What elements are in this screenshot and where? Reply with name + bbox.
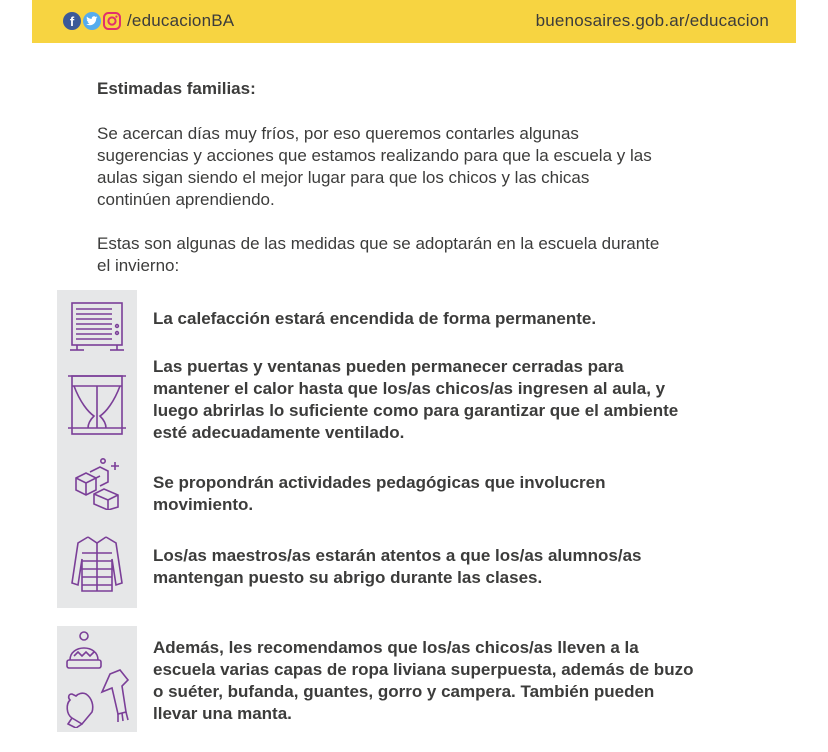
- jacket-icon: [66, 533, 128, 597]
- winter-clothes-icon: [62, 630, 134, 728]
- twitter-icon[interactable]: [83, 12, 101, 30]
- blocks-icon: [70, 456, 126, 510]
- heater-icon: [68, 300, 126, 356]
- facebook-icon[interactable]: f: [63, 12, 81, 30]
- instagram-icon[interactable]: [103, 12, 121, 30]
- intro-paragraph: Se acercan días muy fríos, por eso queremos contarles algunas sugerencias y acciones que estamos realizando para que la escuela y las aulas sigan siendo el mejor lugar para que los chicos y las chicas continúen aprendiendo.: [97, 124, 652, 209]
- social-links: [63, 11, 234, 31]
- measure-item-ventilation: Las puertas y ventanas pueden permanecer cerradas para mantener el calor hasta que los/as chicos/as ingresen al aula, y luego abrirlas lo suficiente como para garantizar que el ambiente esté adecuadamente ventilado.: [153, 357, 679, 442]
- measures-intro: Estas son algunas de las medidas que se adoptarán en la escuela durante el invierno:: [97, 234, 660, 275]
- window-icon: [66, 372, 128, 436]
- social-handle[interactable]: /educacionBA: [127, 11, 235, 30]
- recommendation-item: Además, les recomendamos que los/as chicos/as lleven a la escuela varias capas de ropa liviana superpuesta, además de buzo o suéter, bufanda, guantes, gorro y campera. También pueden llevar una manta.: [153, 638, 694, 723]
- greeting: Estimadas familias:: [97, 79, 256, 98]
- measure-item-activities: Se propondrán actividades pedagógicas que involucren movimiento.: [153, 473, 606, 514]
- site-url[interactable]: buenosaires.gob.ar/educacion: [535, 11, 769, 30]
- header-bar: [32, 0, 796, 43]
- measure-item-coat: Los/as maestros/as estarán atentos a que los/as alumnos/as mantengan puesto su abrigo durante las clases.: [153, 546, 642, 587]
- measure-item-heating: La calefacción estará encendida de forma permanente.: [153, 309, 597, 328]
